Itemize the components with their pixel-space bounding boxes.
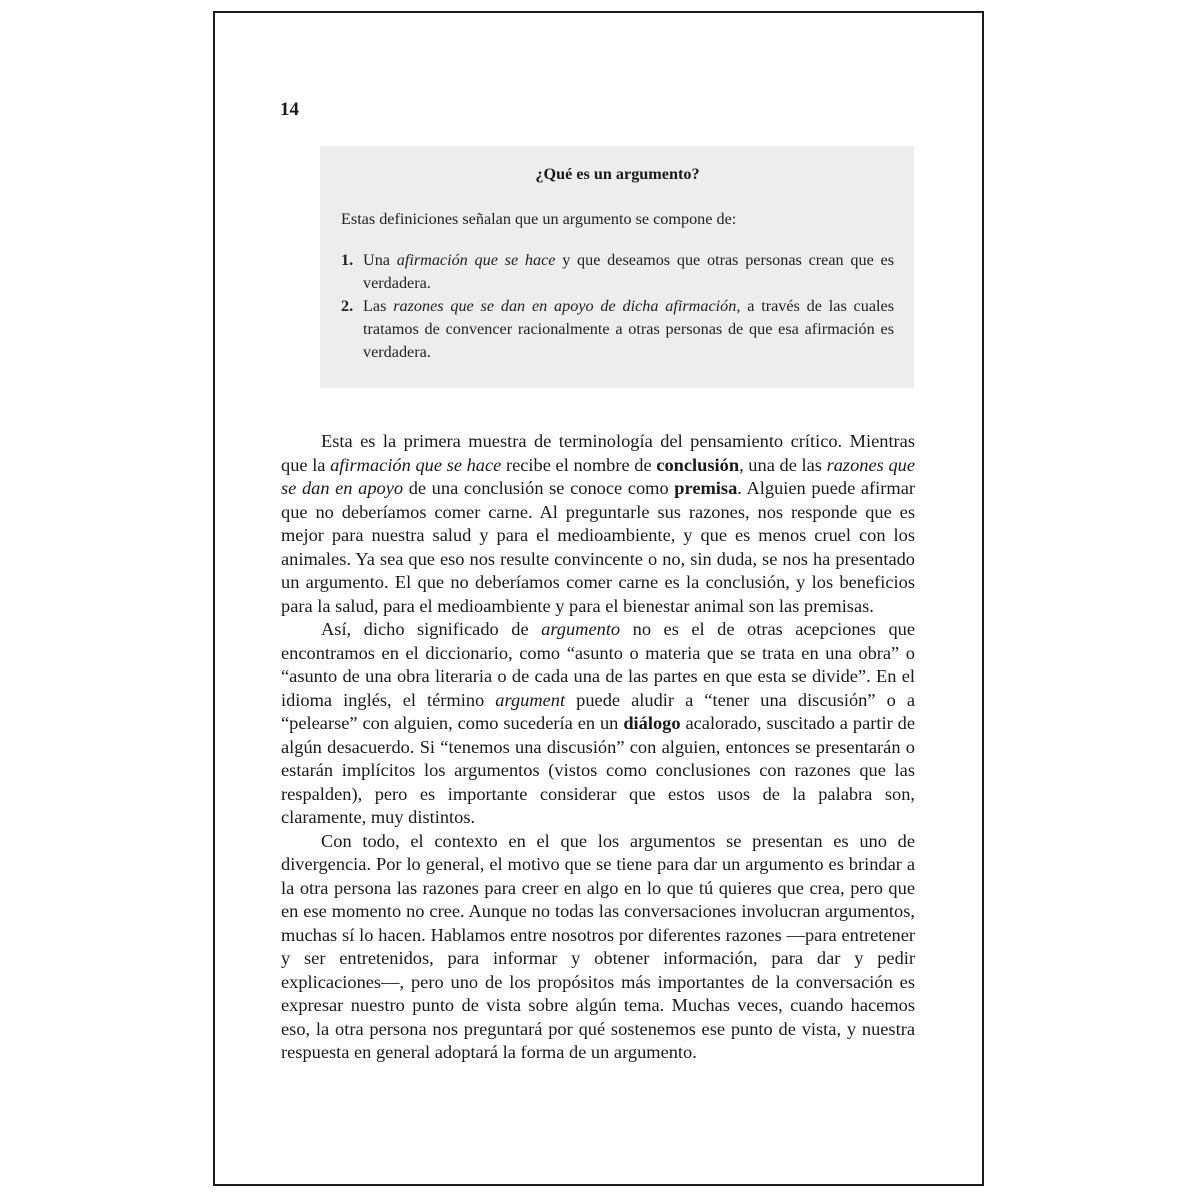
list-item: 2. Las razones que se dan en apoyo de dicha afirmación, a través de las cuales tratamos de convencer racionalmente a otras personas de que esa afirmación es verdadera. bbox=[341, 297, 895, 361]
italic-term: razones que se dan en apoyo de dicha afirmación, bbox=[393, 297, 741, 315]
box-title: ¿Qué es un argumento? bbox=[535, 165, 700, 183]
list-number: 1. bbox=[341, 251, 354, 269]
list-number: 2. bbox=[341, 297, 354, 315]
italic-term: afirmación que se hace bbox=[396, 251, 556, 269]
bold-term: conclusión bbox=[656, 454, 740, 475]
paragraph: Esta es la primera muestra de terminología del pensamiento crítico. Mientras que la afirmación que se hace recibe el nombre de conclusión, una de las razones que se dan en apoyo de una conclusión se conoce como premisa. Alguien puede afirmar que no deberíamos comer carne. Al preguntarle sus razones, nos responde que es mejor para nuestra salud y para el medioambiente, y que es menos cruel con los animales. Ya sea que eso nos resulte convincente o no, sin duda, se nos ha presentado un argumento. El que no deberíamos comer carne es la conclusión, y los beneficios para la salud, para el medioambiente y para el bienestar animal son las premisas. bbox=[281, 431, 915, 616]
list-item: 1. Una afirmación que se hace y que deseamos que otras personas crean que es verdadera. bbox=[341, 251, 894, 292]
definition-box bbox=[320, 146, 914, 388]
body-text bbox=[281, 430, 915, 1065]
page-number: 14 bbox=[280, 99, 299, 120]
paragraph: Así, dicho significado de argumento no es el de otras acepciones que encontramos en el diccionario, como “asunto o materia que se trata en una obra” o “asunto de una obra literaria o de cada una de las partes en que esta se divide”. En el idioma inglés, el término argument puede aludir a “tener una discusión” o a “pelearse” con alguien, como sucedería en un diálogo acalorado, suscitado a partir de algún desacuerdo. Si “tenemos una discusión” con alguien, entonces se presentarán o estarán implícitos los argumentos (vistos como conclusiones con razones que las respalden), pero es importante considerar que estos usos de la palabra son, claramente, muy distintos. bbox=[281, 619, 916, 827]
bold-term: diálogo bbox=[623, 713, 681, 733]
box-lead: Estas definiciones señalan que un argumento se compone de: bbox=[341, 210, 737, 228]
definition-list bbox=[341, 249, 894, 364]
paragraph: Con todo, el contexto en el que los argumentos se presentan es uno de divergencia. Por lo general, el motivo que se tiene para dar un argumento es brindar a la otra persona las razones para creer en algo en lo que tú quieres que crea, pero que en ese momento no cree. Aunque no todas las conversaciones involucran argumentos, muchas sí lo hacen. Hablamos entre nosotros por diferentes razones —para entretener y ser entretenidos, para informar y obtener información, para dar y pedir explicaciones—, pero uno de los propósitos más importantes de la conversación es expresar nuestro punto de vista sobre algún tema. Muchas veces, cuando hacemos eso, la otra persona nos preguntará por qué sostenemos ese punto de vista, y nuestra respuesta en general adoptará la forma de un argumento. bbox=[281, 830, 915, 1062]
bold-term: premisa bbox=[674, 478, 738, 498]
